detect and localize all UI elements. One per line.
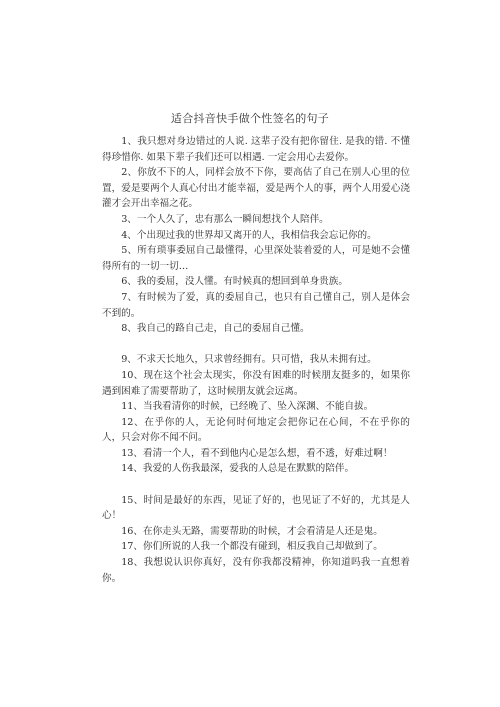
paragraph: 11、当我看清你的时候，已经晚了、坠入深渊、不能自拔。: [121, 401, 374, 413]
paragraph-group-2: [102, 352, 410, 477]
paragraph-spacer: [102, 477, 410, 493]
document-body: [102, 134, 410, 586]
paragraph: 16、在你走头无路，需要帮助的时候，才会看清是人还是鬼。: [121, 525, 383, 537]
paragraph: 9、不求天长地久，只求曾经拥有。只可惜，我从未拥有过。: [121, 354, 377, 366]
paragraph: 4、个出现过我的世界却又离开的人，我相信我会忘记你的。: [121, 229, 377, 241]
paragraph: 14、我爱的人伤我最深，爱我的人总是在默默的陪伴。: [121, 463, 355, 475]
paragraph-spacer: [102, 337, 410, 353]
paragraph: 7、有时候为了爱，真的委屈自己，也只有自己懂自己，别人是体会不到的。: [102, 291, 410, 319]
paragraph: 12、在乎你的人，无论何时何地定会把你记在心间，不在乎你的人，只会对你不闻不问。: [102, 416, 410, 444]
paragraph: 1、我只想对身边错过的人说. 这辈子没有把你留住. 是我的错. 不懂得珍惜你. 如果下辈子我们还可以相遇. 一定会用心去爱你。: [102, 136, 410, 163]
paragraph: 10、现在这个社会太现实，你没有困难的时候朋友挺多的，如果你遇到困难了需要帮助了，这时候朋友就会远离。: [102, 369, 410, 397]
paragraph: 17、你们所说的人我一个都没有碰到，相反我自己却做到了。: [121, 541, 383, 553]
paragraph: 6、我的委屈，没人懂。有时候真的想回到单身贵族。: [121, 276, 348, 288]
paragraph: 8、我自己的路自己走，自己的委屈自己懂。: [121, 323, 310, 335]
paragraph-group-1: [102, 134, 410, 337]
paragraph: 15、时间是最好的东西，见证了好的，也见证了不好的，尤其是人心！: [102, 494, 410, 522]
paragraph: 2、你放不下的人，同样会放不下你，要高估了自己在别人心里的位置，爱是要两个人真心付出才能幸福，爱是两个人的事，两个人用爱心浇灌才会开出幸福之花。: [102, 167, 410, 210]
paragraph: 5、所有琐事委屈自己最懂得，心里深处装着爱的人，可是她不会懂得所有的一切一切…: [102, 245, 410, 272]
paragraph: 13、看清一个人，看不到他内心是怎么想，看不透，好难过啊！: [121, 447, 393, 459]
document-title: 适合抖音快手做个性签名的句子: [170, 112, 330, 125]
paragraph: 3、一个人久了，忠有那么一瞬间想找个人陪伴。: [121, 213, 329, 225]
paragraph: 18、我想说认识你真好，没有你我都没精神，你知道吗我一直想着你。: [102, 557, 410, 584]
paragraph-group-3: [102, 493, 410, 587]
